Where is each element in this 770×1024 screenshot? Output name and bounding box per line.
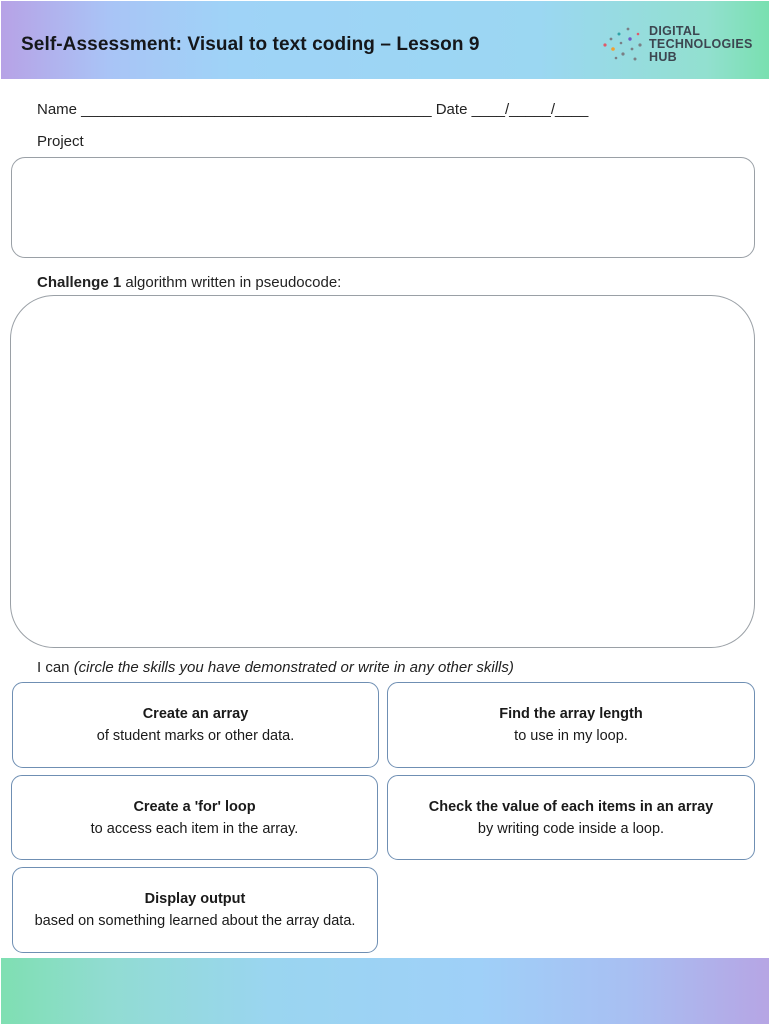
name-date-line[interactable]: Name __________________________________________ Date ____/_____/____	[37, 101, 589, 118]
challenge-label-bold: Challenge 1	[37, 274, 122, 291]
logo-line: DIGITAL	[649, 24, 701, 38]
i-can-note: (circle the skills you have demonstrated or write in any other skills)	[73, 659, 514, 676]
i-can-text: I can	[37, 659, 74, 676]
skill-title: Check the value of each items in an array	[428, 798, 714, 815]
i-can-instruction	[37, 659, 514, 676]
skill-description: based on something learned about the array data.	[34, 913, 356, 929]
project-field[interactable]	[11, 157, 755, 258]
skill-box[interactable]	[387, 775, 755, 860]
skill-description: by writing code inside a loop.	[477, 820, 665, 837]
skill-title: Find the array length	[499, 706, 643, 722]
header-banner	[1, 1, 769, 79]
digital-technologies-hub-logo	[601, 25, 761, 69]
footer-banner	[1, 958, 769, 1024]
skill-description: to use in my loop.	[514, 728, 628, 744]
dots-logo-icon	[601, 25, 645, 65]
skill-box[interactable]	[12, 867, 378, 953]
pseudocode-field[interactable]	[10, 295, 755, 648]
logo-line: TECHNOLOGIES	[649, 37, 753, 51]
page-title: Self-Assessment: Visual to text coding – Lesson 9	[21, 34, 480, 55]
logo-wordmark	[649, 25, 753, 64]
skill-description: to access each item in the array.	[90, 820, 299, 837]
project-label: Project	[37, 133, 84, 150]
challenge-label	[37, 274, 341, 291]
skill-box[interactable]	[12, 682, 379, 768]
skill-title: Create an array	[142, 706, 249, 722]
skill-title: Display output	[144, 891, 246, 907]
skill-box[interactable]	[11, 775, 378, 860]
skill-title: Create a 'for' loop	[133, 798, 256, 815]
skill-box[interactable]	[387, 682, 755, 768]
challenge-label-rest: algorithm written in pseudocode:	[121, 274, 342, 291]
skill-description: of student marks or other data.	[96, 728, 295, 744]
logo-line: HUB	[649, 50, 677, 64]
